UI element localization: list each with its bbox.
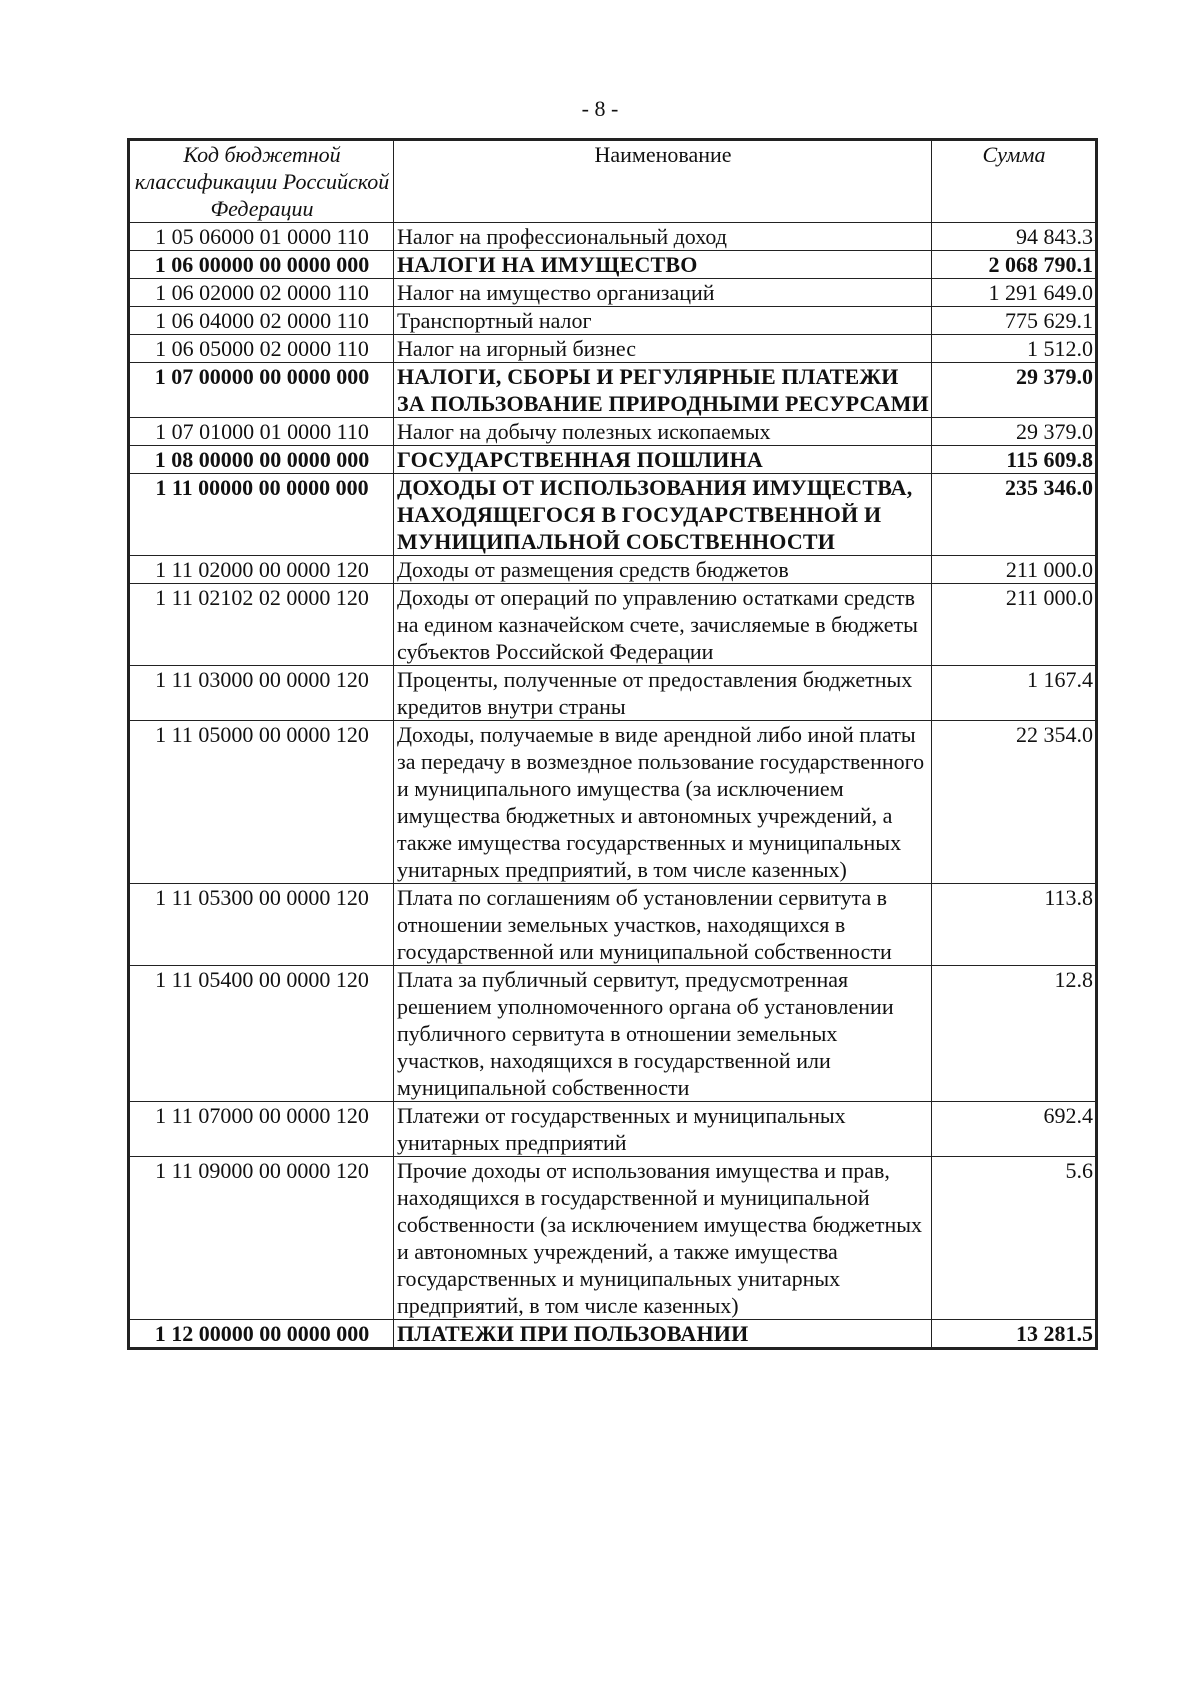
table-row bbox=[129, 966, 1097, 1102]
row-code: 1 07 00000 00 0000 000 bbox=[129, 363, 394, 418]
table-row bbox=[129, 666, 1097, 721]
row-code: 1 06 02000 02 0000 110 bbox=[129, 279, 394, 307]
table-row bbox=[129, 884, 1097, 966]
table-row bbox=[129, 1320, 1097, 1349]
budget-table bbox=[127, 138, 1098, 1350]
row-name: НАЛОГИ, СБОРЫ И РЕГУЛЯРНЫЕ ПЛАТЕЖИ ЗА ПОЛЬЗОВАНИЕ ПРИРОДНЫМИ РЕСУРСАМИ bbox=[394, 363, 932, 418]
table-row bbox=[129, 223, 1097, 251]
row-name: НАЛОГИ НА ИМУЩЕСТВО bbox=[394, 251, 932, 279]
row-name: Доходы от операций по управлению остатками средств на едином казначейском счете, зачисляемые в бюджеты субъектов Российской Федерации bbox=[394, 584, 932, 666]
row-code: 1 11 05000 00 0000 120 bbox=[129, 721, 394, 884]
row-name: Плата за публичный сервитут, предусмотренная решением уполномоченного органа об установлении публичного сервитута в отношении земельных участков, находящихся в государственной или муниципальной собственности bbox=[394, 966, 932, 1102]
row-name: Проценты, полученные от предоставления бюджетных кредитов внутри страны bbox=[394, 666, 932, 721]
row-sum: 2 068 790.1 bbox=[932, 251, 1097, 279]
row-sum: 1 512.0 bbox=[932, 335, 1097, 363]
row-code: 1 11 00000 00 0000 000 bbox=[129, 474, 394, 556]
row-sum: 211 000.0 bbox=[932, 556, 1097, 584]
row-name: Налог на имущество организаций bbox=[394, 279, 932, 307]
table-row bbox=[129, 584, 1097, 666]
table-header-row bbox=[129, 140, 1097, 223]
row-code: 1 11 03000 00 0000 120 bbox=[129, 666, 394, 721]
row-name: ПЛАТЕЖИ ПРИ ПОЛЬЗОВАНИИ bbox=[394, 1320, 932, 1349]
row-sum: 235 346.0 bbox=[932, 474, 1097, 556]
table-row bbox=[129, 363, 1097, 418]
table-row bbox=[129, 251, 1097, 279]
row-sum: 1 167.4 bbox=[932, 666, 1097, 721]
row-sum: 211 000.0 bbox=[932, 584, 1097, 666]
row-name: Доходы, получаемые в виде арендной либо иной платы за передачу в возмездное пользование государственного и муниципального имущества (за исключением имущества бюджетных и автономных учреждений, а также имущества государственных и муниципальных унитарных предприятий, в том числе казенных) bbox=[394, 721, 932, 884]
row-code: 1 06 00000 00 0000 000 bbox=[129, 251, 394, 279]
table-row bbox=[129, 721, 1097, 884]
row-code: 1 07 01000 01 0000 110 bbox=[129, 418, 394, 446]
page-number: - 8 - bbox=[581, 96, 619, 121]
row-name: Налог на профессиональный доход bbox=[394, 223, 932, 251]
row-code: 1 12 00000 00 0000 000 bbox=[129, 1320, 394, 1349]
header-code: Код бюджетной классификации Российской Федерации bbox=[129, 140, 394, 223]
row-sum: 13 281.5 bbox=[932, 1320, 1097, 1349]
row-code: 1 11 02000 00 0000 120 bbox=[129, 556, 394, 584]
row-sum: 5.6 bbox=[932, 1157, 1097, 1320]
row-code: 1 11 09000 00 0000 120 bbox=[129, 1157, 394, 1320]
row-name: Платежи от государственных и муниципальных унитарных предприятий bbox=[394, 1102, 932, 1157]
row-name: Налог на добычу полезных ископаемых bbox=[394, 418, 932, 446]
row-name: Доходы от размещения средств бюджетов bbox=[394, 556, 932, 584]
header-name: Наименование bbox=[394, 140, 932, 223]
row-sum: 29 379.0 bbox=[932, 418, 1097, 446]
row-name: Плата по соглашениям об установлении сервитута в отношении земельных участков, находящихся в государственной или муниципальной собственности bbox=[394, 884, 932, 966]
row-sum: 29 379.0 bbox=[932, 363, 1097, 418]
row-sum: 22 354.0 bbox=[932, 721, 1097, 884]
table-row bbox=[129, 307, 1097, 335]
row-name: Прочие доходы от использования имущества и прав, находящихся в государственной и муниципальной собственности (за исключением имущества бюджетных и автономных учреждений, а также имущества государственных и муниципальных унитарных предприятий, в том числе казенных) bbox=[394, 1157, 932, 1320]
row-code: 1 11 02102 02 0000 120 bbox=[129, 584, 394, 666]
row-code: 1 11 05300 00 0000 120 bbox=[129, 884, 394, 966]
row-code: 1 11 07000 00 0000 120 bbox=[129, 1102, 394, 1157]
row-sum: 775 629.1 bbox=[932, 307, 1097, 335]
row-name: ГОСУДАРСТВЕННАЯ ПОШЛИНА bbox=[394, 446, 932, 474]
row-code: 1 05 06000 01 0000 110 bbox=[129, 223, 394, 251]
row-code: 1 06 05000 02 0000 110 bbox=[129, 335, 394, 363]
row-code: 1 08 00000 00 0000 000 bbox=[129, 446, 394, 474]
table-row bbox=[129, 474, 1097, 556]
table-row bbox=[129, 335, 1097, 363]
row-name: ДОХОДЫ ОТ ИСПОЛЬЗОВАНИЯ ИМУЩЕСТВА, НАХОДЯЩЕГОСЯ В ГОСУДАРСТВЕННОЙ И МУНИЦИПАЛЬНОЙ СОБСТВЕННОСТИ bbox=[394, 474, 932, 556]
row-code: 1 11 05400 00 0000 120 bbox=[129, 966, 394, 1102]
table-row bbox=[129, 1157, 1097, 1320]
table-row bbox=[129, 279, 1097, 307]
row-sum: 12.8 bbox=[932, 966, 1097, 1102]
header-sum: Сумма bbox=[932, 140, 1097, 223]
row-sum: 115 609.8 bbox=[932, 446, 1097, 474]
table-row bbox=[129, 418, 1097, 446]
table-row bbox=[129, 446, 1097, 474]
row-sum: 113.8 bbox=[932, 884, 1097, 966]
row-sum: 94 843.3 bbox=[932, 223, 1097, 251]
table-row bbox=[129, 556, 1097, 584]
row-name: Налог на игорный бизнес bbox=[394, 335, 932, 363]
row-name: Транспортный налог bbox=[394, 307, 932, 335]
row-sum: 692.4 bbox=[932, 1102, 1097, 1157]
table-row bbox=[129, 1102, 1097, 1157]
row-code: 1 06 04000 02 0000 110 bbox=[129, 307, 394, 335]
row-sum: 1 291 649.0 bbox=[932, 279, 1097, 307]
